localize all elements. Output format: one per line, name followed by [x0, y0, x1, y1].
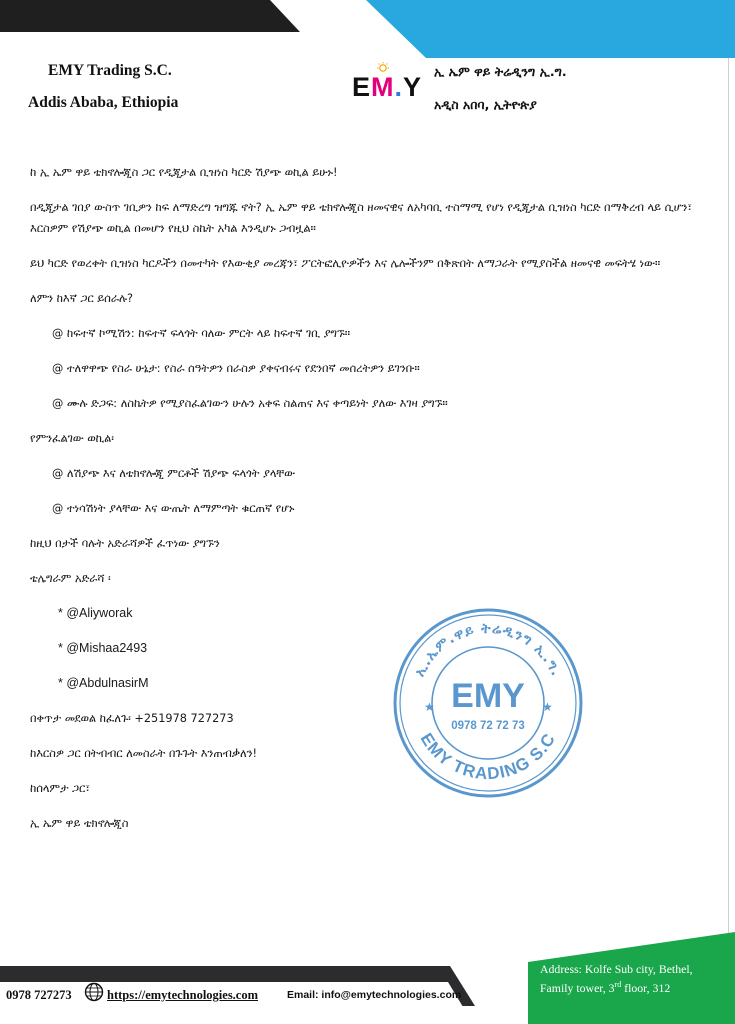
letter-body [30, 162, 700, 848]
stamp-logo-text: EMY [451, 677, 525, 715]
telegram-handle: * @AbdulnasirM [58, 676, 149, 690]
logo-letter-m: M [371, 72, 395, 102]
stamp-top-text: ኢ.ኤም.ዋይ ትሬዲንግ ኢ.ግ. [411, 620, 565, 680]
wanted-item: @ ተነሳሽነት ያላቸው እና ውጤት ለማምጣት ቁርጠኛ የሆኑ [52, 502, 295, 515]
phone-line: በቀጥታ መደወል ከፈለጉ፡ +251978 727273 [30, 712, 234, 725]
stamp-bottom-text: EMY TRADING S.C [416, 729, 560, 784]
footer-address [540, 962, 730, 996]
why-item: @ ሙሉ ድጋፍ: ለስኬትዎ የሚያስፈልገውን ሁሉን አቀፍ ስልጠና እና ቀጣይነት ያለው እገዛ ያግኙ። [52, 397, 448, 410]
wanted-heading: የምንፈልገው ወኪል፡ [30, 432, 114, 445]
wanted-item: @ ለሽያጭ እና ለቴክኖሎጂ ምርቶች ሽያጭ ፍላጎት ያላቸው [52, 467, 295, 480]
logo-dot: . [394, 72, 404, 102]
headline: ከ ኢ ኤም ዋይ ቴክኖሎጂስ ጋር የዲጂታል ቢዝነስ ካርድ ሽያጭ ወኪል ይሁኑ! [30, 166, 338, 179]
company-stamp [390, 605, 586, 801]
closing-line: ከእርስዎ ጋር በትብብር ለመስራት በጉጉት እንጠብቃለን! [30, 747, 258, 760]
stamp-phone: 0978 72 72 73 [451, 720, 525, 732]
logo-wordmark [352, 72, 422, 102]
star-icon: ★ [542, 700, 553, 714]
address-line-2: Family tower, 3rd floor, 312 [540, 980, 671, 995]
telegram-heading: ቴሌግራም አድራሻ ፡ [30, 572, 111, 585]
contact-intro: ከዚህ በታች ባሉት አድራሻዎች ፈጥነው ያግኙን [30, 537, 220, 550]
signature-line: ኢ ኤም ዋይ ቴክኖሎጂስ [30, 817, 129, 830]
telegram-handle: * @Mishaa2493 [58, 641, 148, 655]
footer-phone: 0978 727273 [6, 988, 72, 1002]
why-heading: ለምን ከእኛ ጋር ይሰራሉ? [30, 292, 133, 305]
address-line-1: Address: Kolfe Sub city, Bethel, [540, 962, 693, 976]
company-name-amharic: ኢ ኤም ዋይ ትሬዲንግ ኢ.ግ. [434, 64, 567, 79]
intro-paragraph: በዲጂታል ገበያ ውስጥ ገቢዎን ከፍ ለማድረግ ዝግጁ ኖት? ኢ ኤም ዋይ ቴክኖሎጂስ ዘመናዊና ለአካባቢ ተስማሚ የሆነ የዲጂታል ቢዝነስ ካርድ በማቅረብ ላይ ሲሆን፣ እርስዎም የሽያጭ ወኪል በመሆን የዚህ ስኬት አካል እንዲሆኑ ጋብዟል። [30, 201, 692, 235]
telegram-handle: * @Aliyworak [58, 606, 133, 620]
header-black-band [0, 0, 300, 32]
globe-icon [84, 982, 104, 1002]
regards-line: ከሰላምታ ጋር፣ [30, 782, 90, 795]
why-item: @ ከፍተኛ ኮሚሽን: ከፍተኛ ፍላጎት ባለው ምርት ላይ ከፍተኛ ገቢ ያግኙ። [52, 327, 350, 340]
description-paragraph: ይህ ካርድ የወረቀት ቢዝነስ ካርዶችን በመተካት የእውቂያ መረጃን፣ ፖርትፎሊዮዎችን እና ሌሎችንም በቅጽበት ለማጋራት የሚያስችል ዘመናዊ መፍትሄ ነው። [30, 257, 661, 270]
footer-email: Email: info@emytechnologies.com [287, 989, 462, 1001]
page-edge [728, 0, 729, 940]
header-blue-band [366, 0, 735, 58]
logo-letter-y: Y [403, 72, 423, 102]
website-link[interactable]: https://emytechnologies.com [107, 988, 259, 1002]
city-amharic: አዲስ አበባ, ኢትዮጵያ [434, 97, 537, 112]
company-name-english: EMY Trading S.C. [48, 62, 172, 79]
why-item: @ ተለዋዋጭ የስራ ሁኔታ: የስራ ሰዓትዎን በራስዎ ያቀናብሩና የደንበኛ መሰረትዎን ይገንቡ። [52, 362, 420, 375]
logo-letter-e: E [352, 72, 372, 102]
company-logo [352, 66, 423, 106]
star-icon: ★ [424, 700, 435, 714]
city-english: Addis Ababa, Ethiopia [28, 94, 179, 111]
